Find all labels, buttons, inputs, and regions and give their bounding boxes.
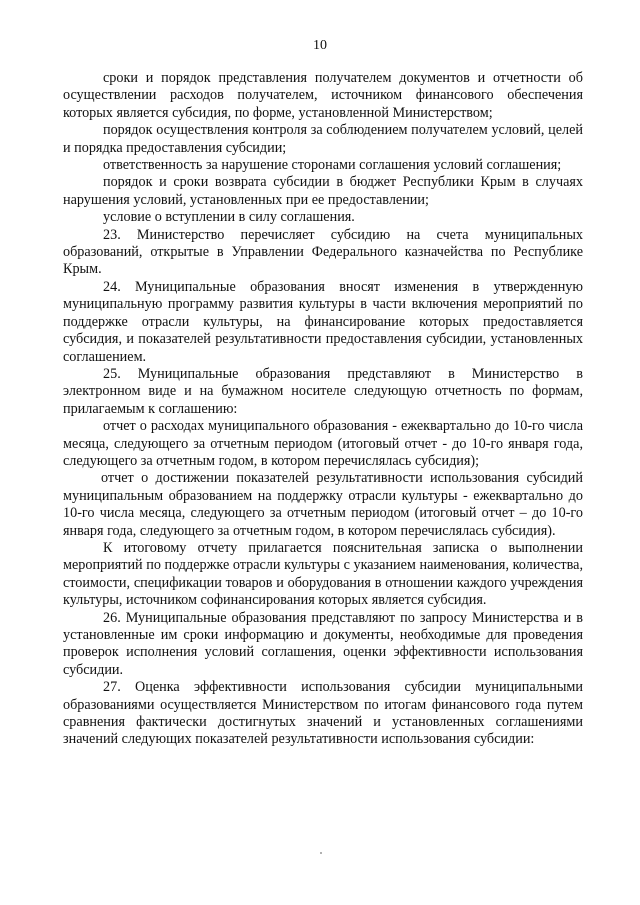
paragraph-25: 25. Муниципальные образования представляют в Министерство в электронном виде и на бумажном носителе следующую отчетность по формам, прилагаемым к соглашению: (63, 365, 583, 417)
paragraph-entry-into-force: условие о вступлении в силу соглашения. (103, 209, 355, 226)
page-number: 10 (313, 38, 327, 53)
paragraph-24: 24. Муниципальные образования вносят изменения в утвержденную муниципальную программу развития культуры в части включения мероприятий по поддержке отрасли культуры, на финансирование которых предоставляется субсидия, и показателей результативности предоставления субсидии, установленных соглашением. (63, 278, 583, 365)
paragraph-performance-report: отчет о достижении показателей результативности использования субсидий муниципальным образованием на поддержку отрасли культуры - ежеквартально до 10-го числа месяца, следующего за отчетным периодом (итоговый отчет – до 10-го января года, следующего за отчетным годом, в котором перечислялась субсидия). (63, 470, 583, 539)
paragraph-23: 23. Министерство перечисляет субсидию на счета муниципальных образований, открытые в Управлении Федерального казначейства по Республике Крым. (63, 226, 583, 278)
scan-speck (320, 852, 322, 854)
document-body (63, 70, 583, 749)
paragraph-26: 26. Муниципальные образования представляют по запросу Министерства и в установленные им сроки информацию и документы, необходимые для проведения проверок исполнения условий соглашения, оценки эффективности использования субсидии. (63, 609, 583, 678)
paragraph-reporting-terms: сроки и порядок представления получателем документов и отчетности об осуществлении расходов получателем, источником финансового обеспечения которых является субсидия, по форме, установленной Министерством; (63, 70, 583, 121)
paragraph-expense-report: отчет о расходах муниципального образования - ежеквартально до 10-го числа месяца, следующего за отчетным периодом (итоговый отчет - до 10-го января года, следующего за отчетным годом, в котором перечислялась субсидия); (63, 418, 583, 469)
paragraph-refund-procedure: порядок и сроки возврата субсидии в бюджет Республики Крым в случаях нарушения условий, установленных при ее предоставлении; (63, 174, 583, 208)
paragraph-liability: ответственность за нарушение сторонами соглашения условий соглашения; (103, 157, 562, 174)
paragraph-explanatory-note: К итоговому отчету прилагается пояснительная записка о выполнении мероприятий по поддержке отрасли культуры с указанием наименования, количества, стоимости, спецификации товаров и оборудования в отношении каждого учреждения культуры, источником софинансирования которых является субсидия. (63, 539, 583, 609)
paragraph-control-procedure: порядок осуществления контроля за соблюдением получателем условий, целей и порядка предоставления субсидии; (63, 122, 583, 156)
paragraph-27: 27. Оценка эффективности использования субсидии муниципальными образованиями осуществляется Министерством по итогам финансового года путем сравнения фактически достигнутых значений и установленных соглашениями значений следующих показателей результативности использования субсидии: (63, 679, 583, 748)
